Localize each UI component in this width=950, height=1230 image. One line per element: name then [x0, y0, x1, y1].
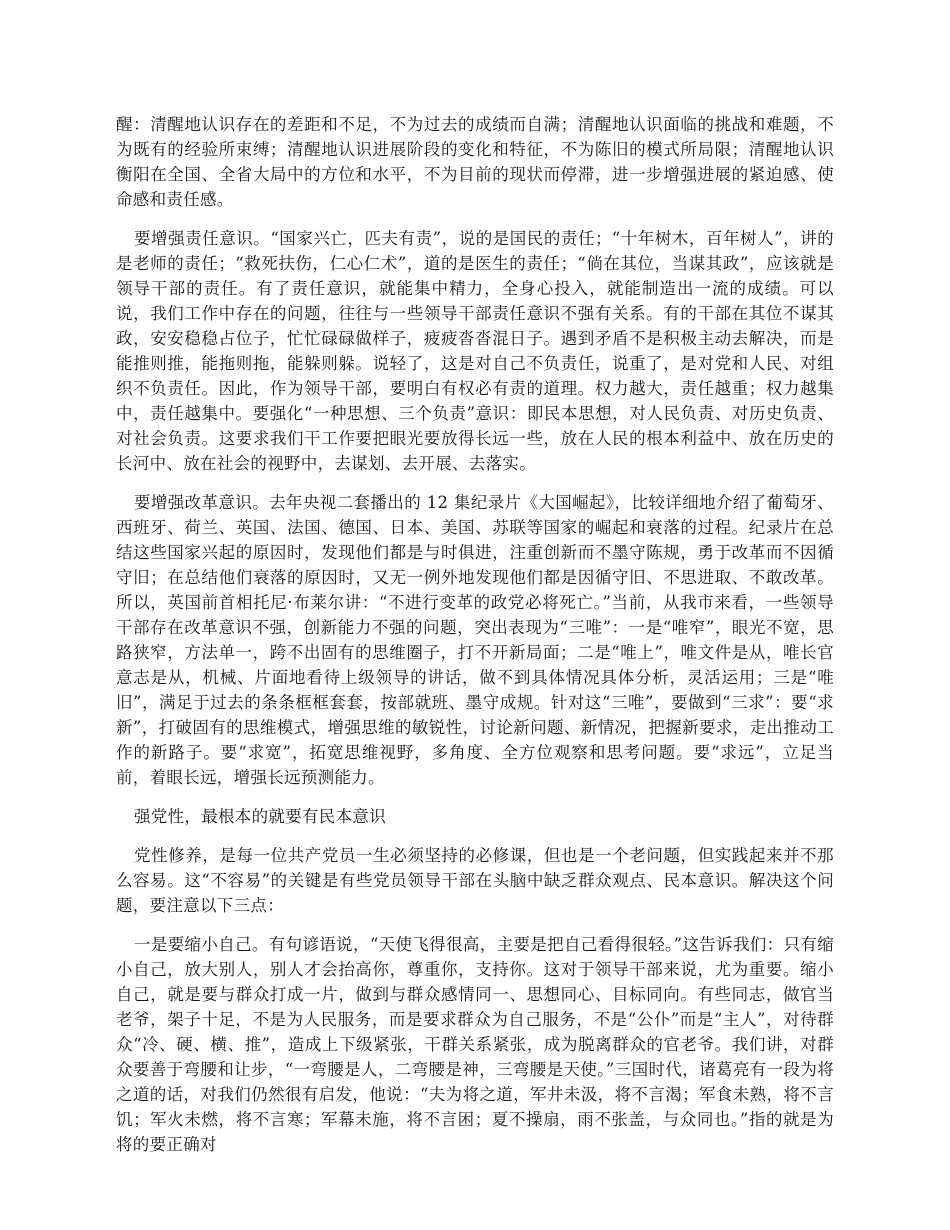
paragraph-4: 党性修养，是每一位共产党员一生必须坚持的必修课，但也是一个老问题，但实践起来并不那么容易。这“不容易”的关键是有些党员领导干部在头脑中缺乏群众观点、民本意识。解决这个问题，要注意以下三点：: [116, 846, 834, 915]
paragraph-3: 要增强改革意识。去年央视二套播出的 12 集纪录片《大国崛起》，比较详细地介绍了葡萄牙、西班牙、荷兰、英国、法国、德国、日本、美国、苏联等国家的崛起和衰落的过程。纪录片在总结这些国家兴起的原因时，发现他们都是与时俱进，注重创新而不墨守陈规，勇于改革而不因循守旧；在总结他们衰落的原因时，又无一例外地发现他们都是因循守旧、不思进取、不敢改革。所以，英国前首相托尼·布莱尔讲：“不进行变革的政党必将死亡。”当前，从我市来看，一些领导干部存在改革意识不强，创新能力不强的问题，突出表现为“三唯”：一是“唯窄”，眼光不宽，思路狭窄，方法单一，跨不出固有的思维圈子，打不开新局面；二是“唯上”，唯文件是从，唯长官意志是从，机械、片面地看待上级领导的讲话，做不到具体情况具体分析，灵活运用；三是“唯旧”，满足于过去的条条框框套套，按部就班、墨守成规。针对这“三唯”，要做到“三求”：要“求新”，打破固有的思维模式，增强思维的敏锐性，讨论新问题、新情况，把握新要求，走出推动工作的新路子。要“求宽”，拓宽思维视野，多角度、全方位观察和思考问题。要“求远”，立足当前，着眼长远，增强长远预测能力。: [116, 493, 834, 787]
paragraph-2: 要增强责任意识。“国家兴亡，匹夫有责”，说的是国民的责任；“十年树木，百年树人”，讲的是老师的责任；“救死扶伤，仁心仁术”，道的是医生的责任；“倘在其位，当谋其政”，应该就是领导干部的责任。有了责任意识，就能集中精力，全身心投入，就能制造出一流的成绩。可以说，我们工作中存在的问题，往往与一些领导干部责任意识不强有关系。有的干部在其位不谋其政，安安稳稳占位子，忙忙碌碌做样子，疲疲沓沓混日子。遇到矛盾不是积极主动去解决，而是能推则推，能拖则拖，能躲则躲。说轻了，这是对自己不负责任，说重了，是对党和人民、对组织不负责任。因此，作为领导干部，要明白有权必有责的道理。权力越大，责任越重；权力越集中，责任越集中。要强化“一种思想、三个负责”意识：即民本思想，对人民负责、对历史负责、对社会负责。这要求我们干工作要把眼光要放得长远一些，放在人民的根本利益中、放在历史的长河中、放在社会的视野中，去谋划、去开展、去落实。: [116, 229, 834, 473]
document-page: [116, 112, 834, 1171]
paragraph-1: 醒：清醒地认识存在的差距和不足，不为过去的成绩而自满；清醒地认识面临的挑战和难题，不为既有的经验所束缚；清醒地认识进展阶段的变化和特征，不为陈旧的模式所局限；清醒地认识衡阳在全国、全省大局中的方位和水平，不为目前的现状而停滞，进一步增强进展的紧迫感、使命感和责任感。: [116, 115, 834, 209]
section-heading: 强党性，最根本的就要有民本意识: [134, 807, 386, 826]
paragraph-5: 一是要缩小自己。有句谚语说，“天使飞得很高，主要是把自己看得很轻。”这告诉我们：只有缩小自己，放大别人，别人才会抬高你，尊重你，支持你。这对于领导干部来说，尤为重要。缩小自己，就是要与群众打成一片，做到与群众感情同一、思想同心、目标同向。有些同志，做官当老爷，架子十足，不是为人民服务，而是要求群众为自己服务，不是“公仆”而是“主人”，对待群众“冷、硬、横、推”，造成上下级紧张，干群关系紧张，成为脱离群众的官老爷。我们讲，对群众要善于弯腰和让步，“一弯腰是人，二弯腰是神，三弯腰是天使。”三国时代，诸葛亮有一段为将之道的话，对我们仍然很有启发，他说：“夫为将之道，军井未汲，将不言渴；军食未熟，将不言饥；军火未燃，将不言寒；军幕未施，将不言困；夏不操扇，雨不张盖，与众同也。”指的就是为将的要正确对: [116, 935, 834, 1154]
